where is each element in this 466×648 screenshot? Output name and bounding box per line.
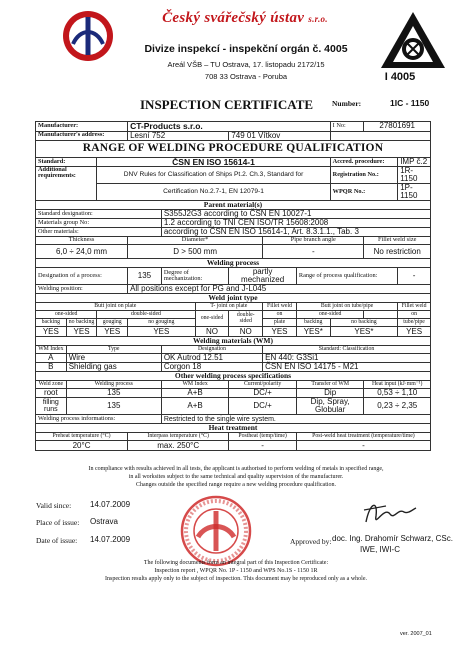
- welding-position-label: Welding position:: [36, 285, 128, 294]
- manufacturer-city: 749 01 Vítkov: [229, 131, 330, 140]
- process-range-label: Range of process qualification:: [296, 268, 397, 285]
- pipe-backing-header: backing: [296, 319, 330, 327]
- wm-index: B: [36, 363, 67, 372]
- footer-line-1: The following documents form an integral part of this Inspection Certificate:: [143, 560, 329, 566]
- fillet-pipe-header-3: tube/pipe: [398, 319, 431, 327]
- transfer-header: Transfer of WM: [296, 381, 364, 389]
- accred-value: IMP č.2: [398, 157, 431, 167]
- wm-standard: ČSN EN ISO 14175 - M21: [263, 363, 431, 372]
- bp-backing-header: backing: [36, 319, 67, 327]
- parent-material-section: Parent material(s): [36, 201, 431, 210]
- t-joint-header: T- joint on plate: [195, 303, 263, 311]
- transfer: Dip, Spray, Globular: [296, 398, 364, 415]
- other-materials-label: Other materials:: [36, 228, 162, 237]
- pipe-no-backing-header: no backing: [330, 319, 398, 327]
- division-title: Divize inspekcí - inspekční orgán č. 4005: [144, 43, 348, 55]
- weld-joint-section: Weld joint type: [36, 294, 431, 303]
- butt-plate-header: Butt joint on plate: [36, 303, 196, 311]
- registration-value: 1R- 1150: [398, 167, 431, 184]
- fillet-size-value: No restriction: [364, 245, 431, 259]
- bp-gouging-value: YES: [97, 327, 128, 337]
- fillet-size-header: Fillet weld size: [364, 237, 431, 245]
- pipe-no-backing-value: YES*: [330, 327, 398, 337]
- t-one-sided-header: one-sided: [195, 311, 229, 327]
- other-specs-section: Other welding process specifications: [36, 372, 431, 381]
- thickness-header: Thickness: [36, 237, 128, 245]
- wm-designation-header: Designation: [161, 346, 262, 354]
- heat-input: [364, 389, 431, 398]
- ino-value: 27801691: [364, 122, 431, 132]
- welding-process: 135: [66, 398, 161, 415]
- approved-by-label: Approved by:: [290, 537, 332, 546]
- weld-zone: root: [36, 389, 67, 398]
- wm-type: Wire: [66, 354, 161, 363]
- transfer: Dip: [296, 389, 364, 398]
- manufacturer-label: Manufacturer:: [36, 122, 128, 132]
- certificate-number: 1IC - 1150: [390, 98, 430, 108]
- weld-zone-header: Weld zone: [36, 381, 67, 389]
- diameter-value: D > 500 mm: [128, 245, 263, 259]
- wm-index: A: [36, 354, 67, 363]
- ino-label: I No:: [330, 122, 364, 132]
- signature: [360, 496, 420, 530]
- standard-label: Standard:: [36, 157, 97, 167]
- brand-text: Český svářečský ústav: [162, 10, 305, 26]
- pipe-double-header: [364, 311, 398, 319]
- compliance-line-2: in all worksites subject to the same technical and quality supervision of the manufacturer.: [128, 474, 344, 480]
- bp-one-sided-header: one-sided: [36, 311, 97, 319]
- range-title: RANGE OF WELDING PROCEDURE QUALIFICATION: [36, 140, 431, 157]
- valid-since-value: 14.07.2009: [90, 500, 131, 509]
- heat-sep: ÷: [395, 401, 400, 410]
- process-range-value: -: [398, 268, 431, 285]
- wm-type-header: Type: [66, 346, 161, 354]
- wm-designation: Corgon 18: [161, 363, 262, 372]
- current-header: Current/polarity: [229, 381, 297, 389]
- current-polarity: DC/+: [229, 398, 297, 415]
- other-materials-value: according to ČSN EN ISO 15614-1, Art. 8.3.1.1., Tab. 3: [161, 228, 430, 237]
- wm-standard: EN 440: G3Si1: [263, 354, 431, 363]
- branch-angle-value: -: [263, 245, 364, 259]
- number-label: Number:: [332, 99, 362, 108]
- certificate-title: INSPECTION CERTIFICATE: [140, 97, 314, 112]
- preheat-header: Preheat temperature (°C): [36, 433, 128, 441]
- manufacturer-value: CT-Products s.r.o.: [128, 122, 331, 132]
- wpqr-value: 1P- 1150: [398, 184, 431, 201]
- diameter-header: Diameter*: [128, 237, 263, 245]
- heat-sep: ÷: [395, 388, 400, 397]
- welding-process-header: Welding process: [66, 381, 161, 389]
- fillet-plate-value: YES: [263, 327, 297, 337]
- designation-value: S355J2G3 according to ČSN EN 10027-1: [161, 210, 430, 219]
- heat-input: [364, 398, 431, 415]
- place-label: Place of issue:: [36, 518, 80, 527]
- bp-no-gouging-value: YES: [128, 327, 196, 337]
- certificate-table: [35, 121, 431, 451]
- wm-index-col-header: WM Index: [161, 381, 229, 389]
- badge-number: I 4005: [384, 71, 416, 83]
- valid-since-label: Valid since:: [36, 501, 72, 510]
- welding-process-section: Welding process: [36, 259, 431, 268]
- table-row: [36, 363, 431, 372]
- manufacturer-street: Lesní 752: [128, 131, 229, 140]
- additional-line-1: DNV Rules for Classification of Ships Pt.2. Ch.3, Standard for: [97, 167, 330, 184]
- wm-index: A+B: [161, 389, 229, 398]
- materials-group-value: 1.2 according to TNI CEN ISO/TR 15608:2008: [161, 219, 430, 228]
- materials-group-label: Materials group No:: [36, 219, 162, 228]
- welding-position-value: All positions except for PG and J-L045: [128, 285, 431, 294]
- heat-min: 0,23: [377, 401, 393, 410]
- bp-gouging-header: gouging: [97, 319, 128, 327]
- process-designation-label: Designation of a process:: [36, 268, 128, 285]
- wm-standard-header: Standard: Classification: [263, 346, 431, 354]
- additional-line-2: Certification No.2.7-1, EN 12079-1: [97, 184, 330, 201]
- place-value: Ostrava: [90, 517, 119, 526]
- brand-name: [150, 10, 340, 27]
- date-label: Date of issue:: [36, 536, 78, 545]
- fillet-pipe-value: YES: [398, 327, 431, 337]
- pwht-value: -: [296, 441, 430, 451]
- institute-logo: [58, 8, 118, 63]
- mechanization-value: partly mechanized: [229, 268, 297, 285]
- table-row: [36, 389, 431, 398]
- preheat-value: 20°C: [36, 441, 128, 451]
- process-info-value: Restricted to the single wire system.: [161, 415, 430, 424]
- address-line-1: Areál VŠB – TU Ostrava, 17. listopadu 2172/15: [167, 60, 325, 69]
- heat-treatment-section: Heat treatment: [36, 424, 431, 433]
- current-polarity: DC/+: [229, 389, 297, 398]
- weld-zone: filling runs: [36, 398, 67, 415]
- fillet-pipe-header-1: Fillet weld: [398, 303, 431, 311]
- interpass-value: max. 250°C: [128, 441, 229, 451]
- bp-no-gouging-header: no gouging: [128, 319, 196, 327]
- fillet-plate-header-3: plate: [263, 319, 297, 327]
- pipe-backing-value: YES*: [296, 327, 330, 337]
- heat-max: 2,35: [401, 401, 418, 410]
- postheat-header: Postheat (temp/time): [229, 433, 297, 441]
- butt-pipe-header: Butt joint on tube/pipe: [296, 303, 397, 311]
- approver-name: doc. Ing. Drahomír Schwarz, CSc.: [332, 534, 453, 543]
- welding-materials-section: Welding materials (WM): [36, 337, 431, 346]
- pipe-one-sided-header: one-sided: [296, 311, 364, 319]
- footer-line-3: Inspection results apply only to the subject of inspection. This document may be reproduced only as a whole.: [105, 576, 367, 582]
- pwht-header: Post-weld heat treatment (temperature/time): [296, 433, 430, 441]
- heat-input-header: Heat input (kJ·mm⁻¹): [364, 381, 431, 389]
- bp-backing-value: YES: [36, 327, 67, 337]
- official-seal: [180, 495, 252, 567]
- designation-label: Standard designation:: [36, 210, 162, 219]
- fillet-pipe-header-2: on: [398, 311, 431, 319]
- wm-index-header: WM Index: [36, 346, 67, 354]
- process-info-label: Welding process informations:: [36, 415, 162, 424]
- brand-suffix: s.r.o.: [308, 14, 328, 24]
- t-double-sided-header: double-sided: [229, 311, 263, 327]
- t-one-sided-value: NO: [195, 327, 229, 337]
- bp-no-backing-header: no backing: [66, 319, 97, 327]
- accreditation-badge: [378, 10, 448, 72]
- standard-value: ČSN EN ISO 15614-1: [97, 157, 330, 167]
- compliance-line-1: In compliance with results achieved in all tests, the applicant is authorised to perform welding of metals in specified range,: [88, 466, 384, 472]
- mechanization-label: Degree of mechanization:: [161, 268, 229, 285]
- thickness-value: 6,0 ÷ 24,0 mm: [36, 245, 128, 259]
- version-label: ver. 2007_01: [400, 631, 432, 637]
- additional-requirements-label: Additional requirements:: [36, 167, 97, 201]
- approver-title: IWE, IWI-C: [360, 545, 400, 554]
- accred-label: Accred. procedure:: [330, 157, 398, 167]
- heat-max: 1,10: [401, 388, 418, 397]
- wpqr-label: WPQR No.:: [330, 184, 398, 201]
- registration-label: Registration No.:: [330, 167, 398, 184]
- process-designation-value: 135: [128, 268, 162, 285]
- address-line-2: 708 33 Ostrava - Poruba: [204, 72, 288, 81]
- bp-no-backing-value: YES: [66, 327, 97, 337]
- fillet-plate-header-1: Fillet weld: [263, 303, 297, 311]
- wm-index: A+B: [161, 398, 229, 415]
- branch-angle-header: Pipe branch angle: [263, 237, 364, 245]
- t-double-sided-value: NO: [229, 327, 263, 337]
- wm-designation: OK Autrod 12.51: [161, 354, 262, 363]
- date-value: 14.07.2009: [90, 535, 131, 544]
- table-row: [36, 398, 431, 415]
- postheat-value: -: [229, 441, 297, 451]
- manufacturer-address-label: Manufacturer's address:: [36, 131, 128, 140]
- bp-double-sided-header: double-sided: [97, 311, 195, 319]
- heat-min: 0,53: [377, 388, 393, 397]
- fillet-plate-header-2: on: [263, 311, 297, 319]
- compliance-line-3: Changes outside the specified range require a new welding procedure qualification.: [135, 482, 337, 488]
- footer-line-2: Inspection report , WPQR No. 1P - 1150 and WPS No.1S - 1150 1R: [154, 568, 318, 574]
- welding-process: 135: [66, 389, 161, 398]
- wm-type: Shielding gas: [66, 363, 161, 372]
- interpass-header: Interpass temperature (°C): [128, 433, 229, 441]
